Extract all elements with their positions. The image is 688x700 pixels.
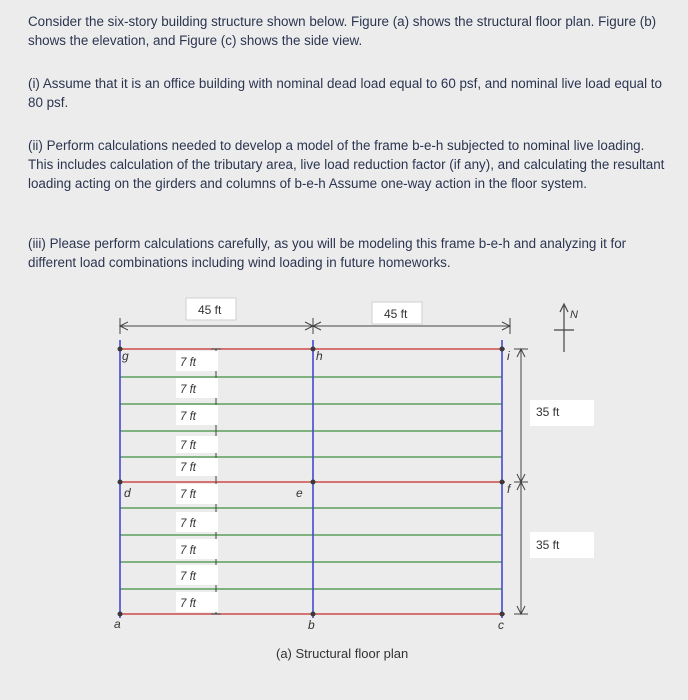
bay-bottom-label: 35 ft (536, 538, 560, 552)
joist-spacing-label: 7 ft (180, 462, 196, 474)
problem-intro: Consider the six-story building structure shown below. Figure (a) shows the structural floor plan. Figure (b) shows the elevation, and Figure (c) shows the side view. (28, 14, 657, 48)
node-d-label: d (124, 486, 131, 500)
joist-spacing-label: 7 ft (180, 411, 196, 423)
joist-spacing-label: 7 ft (180, 518, 196, 530)
bay-top-label: 35 ft (536, 405, 560, 419)
joist-spacing-label: 7 ft (180, 598, 196, 610)
node-e-label: e (296, 486, 303, 500)
problem-part-i: (i) Assume that it is an office building with nominal dead load equal to 60 psf, and nominal live load equal to 80 psf. (28, 76, 662, 110)
node-f-label: f (507, 482, 511, 496)
span-right-label: 45 ft (384, 307, 408, 321)
node-a-label: a (114, 617, 121, 631)
problem-part-ii: (ii) Perform calculations needed to develop a model of the frame b-e-h subjected to nominal live loading. This includes calculation of the tributary area, live load reduction factor (if any), and calculating the resultant loading acting on the girders and columns of b-e-h Assume one-way action in the floor system. (28, 138, 665, 191)
node-b-label: b (308, 618, 315, 632)
node-i-label: i (507, 349, 510, 363)
joist-spacing-label: 7 ft (180, 571, 196, 583)
joist-spacing-label: 7 ft (180, 384, 196, 396)
node-g-label: g (122, 349, 129, 363)
span-left-label: 45 ft (198, 303, 222, 317)
figure-caption: (a) Structural floor plan (276, 646, 409, 661)
joist-spacing-label: 7 ft (180, 440, 196, 452)
node-h-label: h (316, 349, 323, 363)
bay-dimension (514, 349, 528, 614)
joist-spacing-label: 7 ft (180, 489, 196, 501)
joist-spacing-label: 7 ft (180, 357, 196, 369)
span-dimension (120, 318, 510, 334)
node-c-label: c (498, 618, 504, 632)
north-label: N (570, 309, 578, 321)
problem-part-iii: (iii) Please perform calculations carefully, as you will be modeling this frame b-e-h and analyzing it for different load combinations including wind loading in future homeworks. (28, 236, 627, 270)
joist-spacing-label: 7 ft (180, 545, 196, 557)
